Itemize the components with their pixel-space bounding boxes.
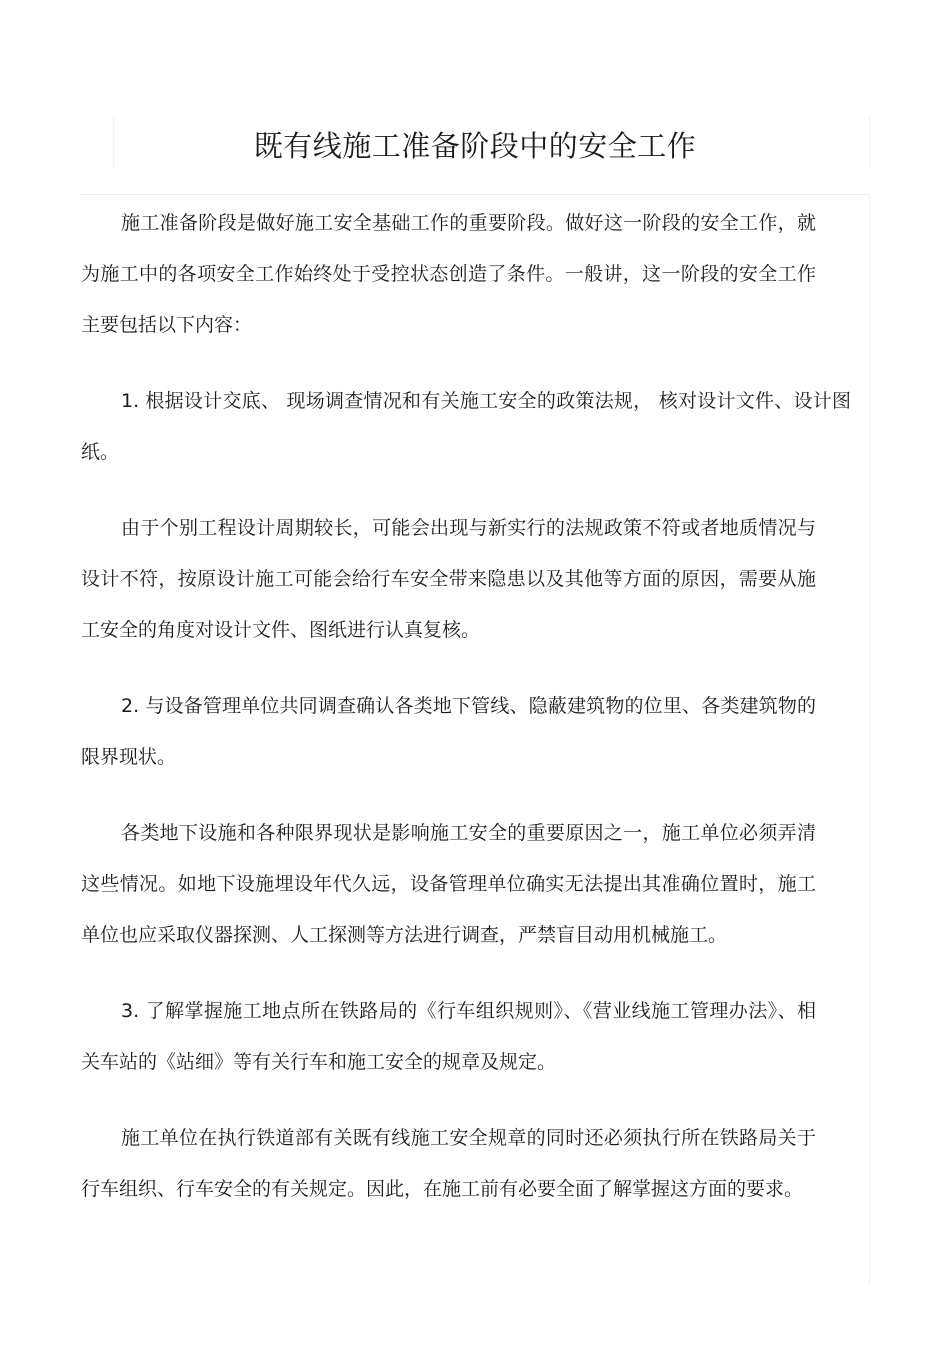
paragraph-item-2: 2. 与设备管理单位共同调查确认各类地下管线、隐蔽建筑物的位里、各类建筑物的限界现状。 xyxy=(81,695,816,768)
right-margin-rule xyxy=(869,195,870,1285)
paragraph-item-3: 3. 了解掌握施工地点所在铁路局的《行车组织规则》、《营业线施工管理办法》、相关车站的《站细》等有关行车和施工安全的规章及规定。 xyxy=(81,1000,816,1073)
paragraph-item-2-detail: 各类地下设施和各种限界现状是影响施工安全的重要原因之一，施工单位必须弄清这些情况。如地下设施埋设年代久远，设备管理单位确实无法提出其准确位置时，施工单位也应采取仪器探测、人工探测等方法进行调查，严禁盲目动用机械施工。 xyxy=(81,822,816,946)
paragraph-item-1-detail: 由于个别工程设计周期较长，可能会出现与新实行的法规政策不符或者地质情况与设计不符，按原设计施工可能会给行车安全带来隐患以及其他等方面的原因，需要从施工安全的角度对设计文件、图纸进行认真复核。 xyxy=(81,517,816,641)
paragraph-intro: 施工准备阶段是做好施工安全基础工作的重要阶段。做好这一阶段的安全工作，就为施工中的各项安全工作始终处于受控状态创造了条件。一般讲，这一阶段的安全工作主要包括以下内容： xyxy=(81,212,816,336)
paragraph-item-1: 1. 根据设计交底、 现场调查情况和有关施工安全的政策法规， 核对设计文件、设计图纸。 xyxy=(81,390,851,463)
document-title: 既有线施工准备阶段中的安全工作 xyxy=(253,129,697,163)
paragraph-item-3-detail: 施工单位在执行铁道部有关既有线施工安全规章的同时还必须执行所在铁路局关于行车组织、行车安全的有关规定。因此，在施工前有必要全面了解掌握这方面的要求。 xyxy=(81,1127,816,1200)
title-divider xyxy=(80,194,870,195)
document-body xyxy=(81,198,851,1240)
